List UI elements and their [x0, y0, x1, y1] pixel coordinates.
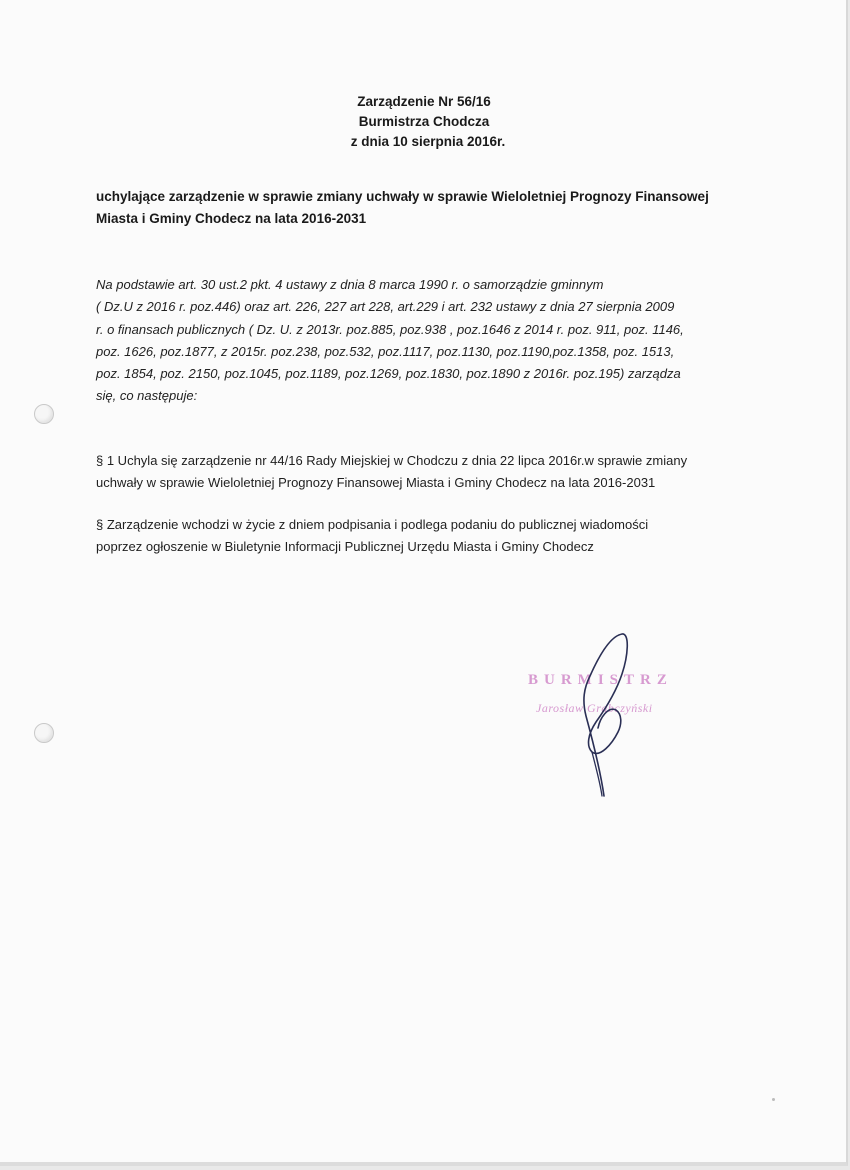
paragraph-1-line-2: uchwały w sprawie Wieloletniej Prognozy Finansowej Miasta i Gminy Chodecz na lata 2016-2031	[96, 475, 656, 490]
paragraph-2	[96, 514, 756, 558]
document-issuer: Burmistrza Chodcza	[358, 114, 490, 129]
legal-basis	[96, 274, 746, 408]
document-header	[0, 92, 848, 152]
legal-basis-line-1: Na podstawie art. 30 ust.2 pkt. 4 ustawy z dnia 8 marca 1990 r. o samorządzie gminnym	[96, 277, 604, 292]
legal-basis-line-5: poz. 1854, poz. 2150, poz.1045, poz.1189, poz.1269, poz.1830, poz.1890 z 2016r. poz.195) zarządza	[96, 366, 681, 382]
document-subject	[96, 186, 736, 230]
handwritten-signature	[556, 628, 646, 798]
paragraph-1-line-1: § 1 Uchyla się zarządzenie nr 44/16 Rady Miejskiej w Chodczu z dnia 22 lipca 2016r.w sprawie zmiany	[96, 453, 688, 468]
scan-speck	[772, 1098, 775, 1101]
paragraph-2-line-1: § Zarządzenie wchodzi w życie z dniem podpisania i podlega podaniu do publicznej wiadomości	[96, 517, 649, 532]
legal-basis-line-3: r. o finansach publicznych ( Dz. U. z 2013r. poz.885, poz.938 , poz.1646 z 2014 r. poz. 911, poz. 1146,	[96, 321, 684, 337]
punch-hole-top	[34, 404, 54, 424]
document-title: Zarządzenie Nr 56/16	[357, 94, 491, 109]
legal-basis-line-2: ( Dz.U z 2016 r. poz.446) oraz art. 226, 227 art 228, art.229 i art. 232 ustawy z dnia 27 sierpnia 2009	[96, 299, 675, 315]
stamp-name: Jarosław Grabczyński	[536, 701, 653, 715]
paragraph-1	[96, 450, 756, 494]
legal-basis-line-4: poz. 1626, poz.1877, z 2015r. poz.238, poz.532, poz.1117, poz.1130, poz.1190,poz.1358, poz. 1513,	[96, 343, 675, 359]
legal-basis-line-6: się, co następuje:	[96, 388, 198, 404]
document-date: z dnia 10 sierpnia 2016r.	[350, 134, 506, 149]
paragraph-2-line-2: poprzez ogłoszenie w Biuletynie Informacji Publicznej Urzędu Miasta i Gminy Chodecz	[96, 539, 594, 554]
subject-line-2: Miasta i Gminy Chodecz na lata 2016-2031	[96, 211, 367, 226]
stamp-title: BURMISTRZ	[528, 672, 673, 688]
punch-hole-bottom	[34, 723, 54, 743]
subject-line-1: uchylające zarządzenie w sprawie zmiany uchwały w sprawie Wieloletniej Prognozy Finansowej	[96, 189, 709, 204]
